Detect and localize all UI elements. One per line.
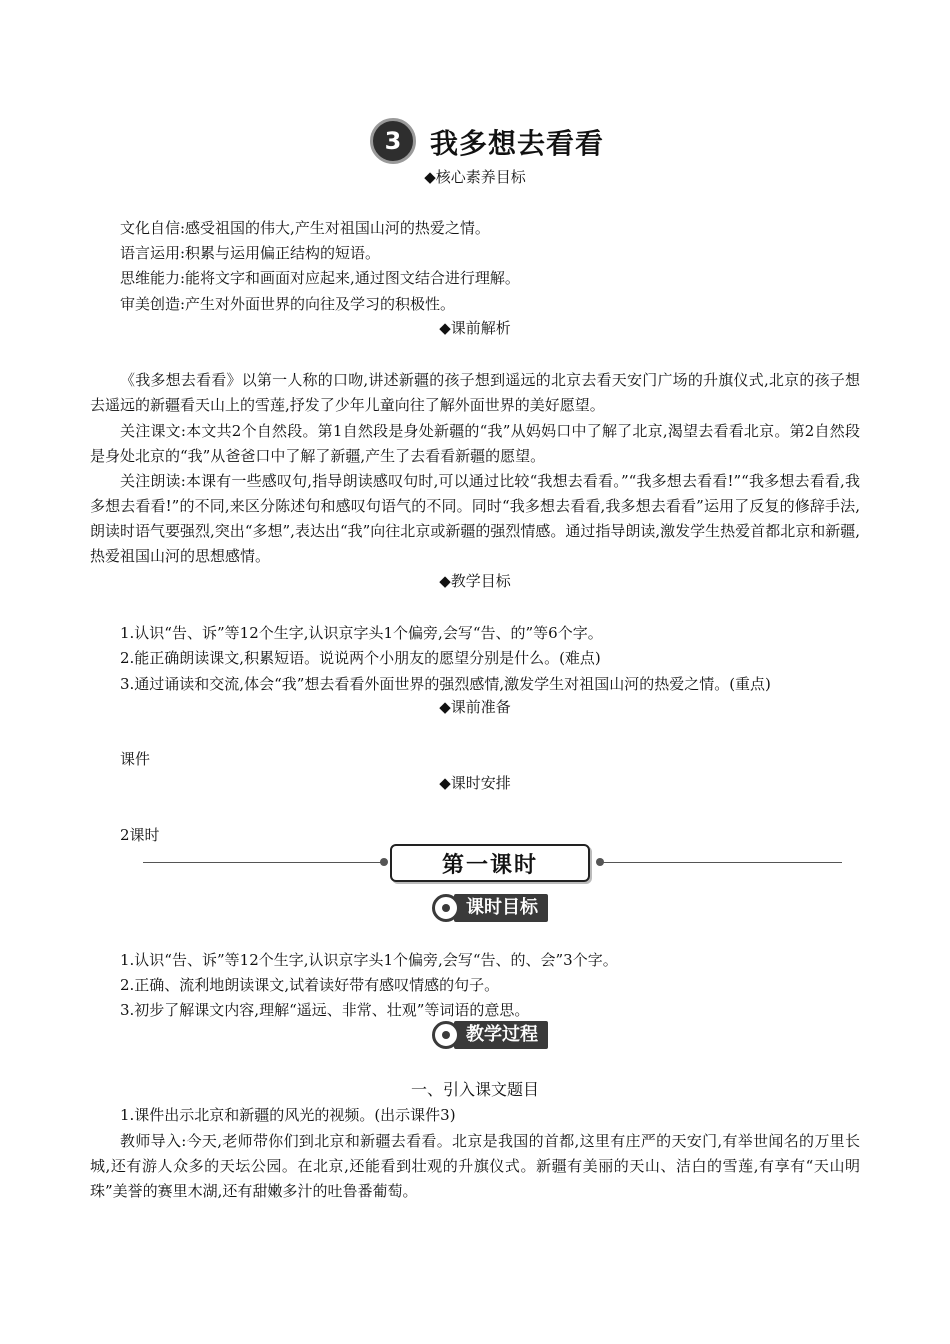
target-icon bbox=[432, 1021, 460, 1049]
preparation-heading: ◆课前准备 bbox=[439, 698, 511, 716]
teaching-goal-item: 2.能正确朗读课文,积累短语。说说两个小朋友的愿望分别是什么。(难点) bbox=[120, 649, 601, 667]
analysis-paragraph: 关注课文:本文共2个自然段。第1自然段是身处新疆的“我”从妈妈口中了解了北京,渴望去看看北京。第2自然段是身处北京的“我”从爸爸口中了解了新疆,产生了去看看新疆的愿望。 bbox=[90, 422, 860, 465]
teaching-goal-item: 1.认识“告、诉”等12个生字,认识京字头1个偏旁,会写“告、的”等6个字。 bbox=[120, 624, 603, 642]
teaching-goals-heading: ◆教学目标 bbox=[439, 572, 511, 590]
core-goal-item: 审美创造:产生对外面世界的向往及学习的积极性。 bbox=[120, 295, 456, 313]
core-goals-heading: ◆核心素养目标 bbox=[424, 168, 526, 186]
analysis-paragraph: 《我多想去看看》以第一人称的口吻,讲述新疆的孩子想到遥远的北京去看天安门广场的升旗仪式,北京的孩子想去遥远的新疆看天山上的雪莲,抒发了少年儿童向往了解外面世界的美好愿望。 bbox=[90, 371, 860, 414]
process-section-title: 一、引入课文题目 bbox=[410, 1080, 539, 1099]
analysis-paragraph: 关注朗读:本课有一些感叹句,指导朗读感叹句时,可以通过比较“我想去看看。”“我多想去看看!”“我多想去看看,我多想去看看!”的不同,来区分陈述句和感叹句语气的不同。同时“我多想去看看,我多想去看看”运用了反复的修辞手法,朗读时语气要强烈,突出“多想”,表达出“我”向往北京或新疆的强烈情感。通过指导朗读,激发学生热爱首都北京和新疆,热爱祖国山河的思想感情。 bbox=[90, 472, 860, 565]
core-goal-item: 思维能力:能将文字和画面对应起来,通过图文结合进行理解。 bbox=[120, 269, 520, 287]
divider-dot-left bbox=[380, 858, 388, 866]
divider-right bbox=[600, 862, 842, 863]
lesson-goal-item: 2.正确、流利地朗读课文,试着读好带有感叹情感的句子。 bbox=[120, 976, 500, 994]
divider-left bbox=[143, 862, 383, 863]
teacher-intro-paragraph: 教师导入:今天,老师带你们到北京和新疆去看看。北京是我国的首都,这里有庄严的天安门,有举世闻名的万里长城,还有游人众多的天坛公园。在北京,还能看到壮观的升旗仪式。新疆有美丽的天山、洁白的雪莲,有享有“天山明珠”美誉的赛里木湖,还有甜嫩多汁的吐鲁番葡萄。 bbox=[90, 1132, 860, 1200]
lesson-title-block bbox=[370, 118, 630, 164]
schedule-heading: ◆课时安排 bbox=[439, 774, 511, 792]
first-lesson-banner: 第一课时 bbox=[390, 844, 590, 882]
target-icon bbox=[432, 894, 460, 922]
teaching-process-tag bbox=[432, 1021, 548, 1049]
teaching-goal-item: 3.通过诵读和交流,体会“我”想去看看外面世界的强烈感情,激发学生对祖国山河的热爱之情。(重点) bbox=[120, 675, 771, 693]
core-goal-item: 语言运用:积累与运用偏正结构的短语。 bbox=[120, 244, 381, 262]
analysis-heading: ◆课前解析 bbox=[439, 319, 511, 337]
lesson-goal-item: 1.认识“告、诉”等12个生字,认识京字头1个偏旁,会写“告、的、会”3个字。 bbox=[120, 951, 618, 969]
preparation-content: 课件 bbox=[120, 750, 151, 768]
schedule-content: 2课时 bbox=[120, 826, 160, 844]
teaching-process-tag-label: 教学过程 bbox=[454, 1021, 548, 1049]
process-step: 1.课件出示北京和新疆的风光的视频。(出示课件3) bbox=[120, 1106, 456, 1124]
lesson-number-badge: 3 bbox=[370, 118, 416, 164]
lesson-goal-item: 3.初步了解课文内容,理解“遥远、非常、壮观”等词语的意思。 bbox=[120, 1001, 530, 1019]
lesson-title: 我多想去看看 bbox=[430, 127, 605, 160]
lesson-goals-tag-label: 课时目标 bbox=[454, 894, 548, 922]
lesson-goals-tag bbox=[432, 894, 548, 922]
core-goal-item: 文化自信:感受祖国的伟大,产生对祖国山河的热爱之情。 bbox=[120, 219, 490, 237]
